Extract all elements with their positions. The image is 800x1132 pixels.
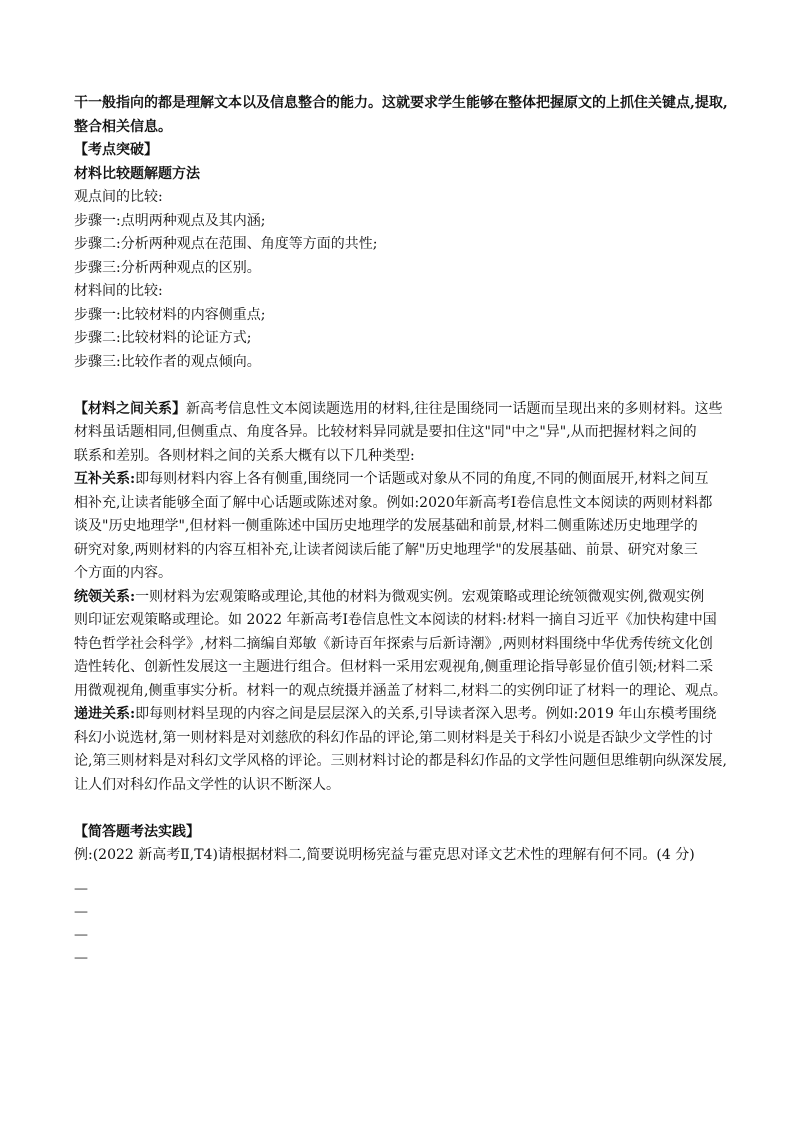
viewpoint-title: 观点间的比较:: [74, 189, 163, 205]
lead-line: 用微观视角,侧重事实分析。材料一的观点统摄并涵盖了材料二,材料二的实例印证了材料一的理论、观点。: [74, 682, 727, 699]
answer-line[interactable]: —: [74, 880, 88, 897]
material-step: 步骤三:比较作者的观点倾向。: [74, 353, 261, 370]
lead-line: 则印证宏观策略或理论。如 2022 年新高考Ⅰ卷信息性文本阅读的材料:材料一摘自习近平《加快构建中国: [74, 612, 717, 628]
lead-line: 特色哲学社会科学》,材料二摘编自郑敏《新诗百年探索与后新诗潮》,两则材料围绕中华优秀传统文化创: [74, 635, 713, 652]
lead-line: 统领关系:一则材料为宏观策略或理论,其他的材料为微观实例。宏观策略或理论统领微观实例,微观实例: [74, 588, 705, 605]
answer-line[interactable]: —: [74, 903, 88, 920]
complement-line: 研究对象,两则材料的内容互相补充,让读者阅读后能了解"历史地理学"的发展基础、前景、研究对象三: [74, 541, 698, 558]
progress-line: 科幻小说选材,第一则材料是对刘慈欣的科幻作品的评论,第二则材料是关于科幻小说是否缺少文学性的讨: [74, 729, 713, 746]
viewpoint-step: 步骤二:分析两种观点在范围、角度等方面的共性;: [74, 236, 378, 252]
relations-label: 【材料之间关系】: [74, 400, 186, 417]
relations-intro-line: 材料虽话题相同,但侧重点、角度各异。比较材料异同就是要扣住这"同"中之"异",从而把握材料之间的: [74, 424, 697, 440]
progress-line: 递进关系:即每则材料呈现的内容之间是层层深入的关系,引导读者深入思考。例如:2019 年山东模考围绕: [74, 706, 717, 722]
answer-line[interactable]: —: [74, 926, 88, 943]
method-title: 材料比较题解题方法: [74, 165, 200, 182]
lead-line: 造性转化、创新性发展这一主题进行组合。但材料一采用宏观视角,侧重理论指导彰显价值引领;材料二采: [74, 659, 714, 675]
material-title: 材料间的比较:: [74, 283, 163, 299]
intro-line-1: 干一般指向的都是理解文本以及信息整合的能力。这就要求学生能够在整体把握原文的上抓住关键点,提取,: [74, 95, 728, 111]
spacer: [74, 868, 734, 878]
practice-example: 例:(2022 新高考Ⅱ,T4)请根据材料二,简要说明杨宪益与霍克思对译文艺术性的理解有何不同。(4 分): [74, 847, 695, 863]
complement-line: 个方面的内容。: [74, 565, 172, 581]
viewpoint-step: 步骤三:分析两种观点的区别。: [74, 259, 261, 276]
relations-intro-line: 联系和差别。各则材料之间的关系大概有以下几种类型:: [74, 447, 415, 464]
complement-line: 相补充,让读者能够全面了解中心话题或陈述对象。例如:2020年新高考Ⅰ卷信息性文本阅读的两则材料都: [74, 494, 713, 511]
document-page: [74, 92, 734, 970]
relations-intro-line: 【材料之间关系】新高考信息性文本阅读题选用的材料,往往是围绕同一话题而呈现出来的多则材料。这些: [74, 400, 723, 417]
complement-label: 互补关系:: [74, 471, 136, 487]
complement-line: 互补关系:即每则材料内容上各有侧重,围绕同一个话题或对象从不同的角度,不同的侧面展开,材料之间互: [74, 471, 709, 487]
answer-line[interactable]: —: [74, 949, 88, 966]
viewpoint-step: 步骤一:点明两种观点及其内涵;: [74, 212, 266, 229]
progress-label: 递进关系:: [74, 706, 136, 722]
material-step: 步骤一:比较材料的内容侧重点;: [74, 306, 266, 323]
intro-line-2: 整合相关信息。: [74, 118, 172, 135]
progress-line: 让人们对科幻作品文学性的认识不断深人。: [74, 776, 340, 793]
spacer: [74, 374, 734, 398]
complement-line: 谈及"历史地理学",但材料一侧重陈述中国历史地理学的发展基础和前景,材料二侧重陈述历史地理学的: [74, 518, 698, 534]
spacer: [74, 797, 734, 821]
lead-label: 统领关系:: [74, 588, 136, 605]
kaodian-heading: 【考点突破】: [74, 142, 158, 158]
practice-heading: 【简答题考法实践】: [74, 823, 200, 840]
progress-line: 论,第三则材料是对科幻文学风格的评论。三则材料讨论的都是科幻作品的文学性问题但思维朝向纵深发展,: [74, 753, 727, 769]
material-step: 步骤二:比较材料的论证方式;: [74, 330, 252, 346]
